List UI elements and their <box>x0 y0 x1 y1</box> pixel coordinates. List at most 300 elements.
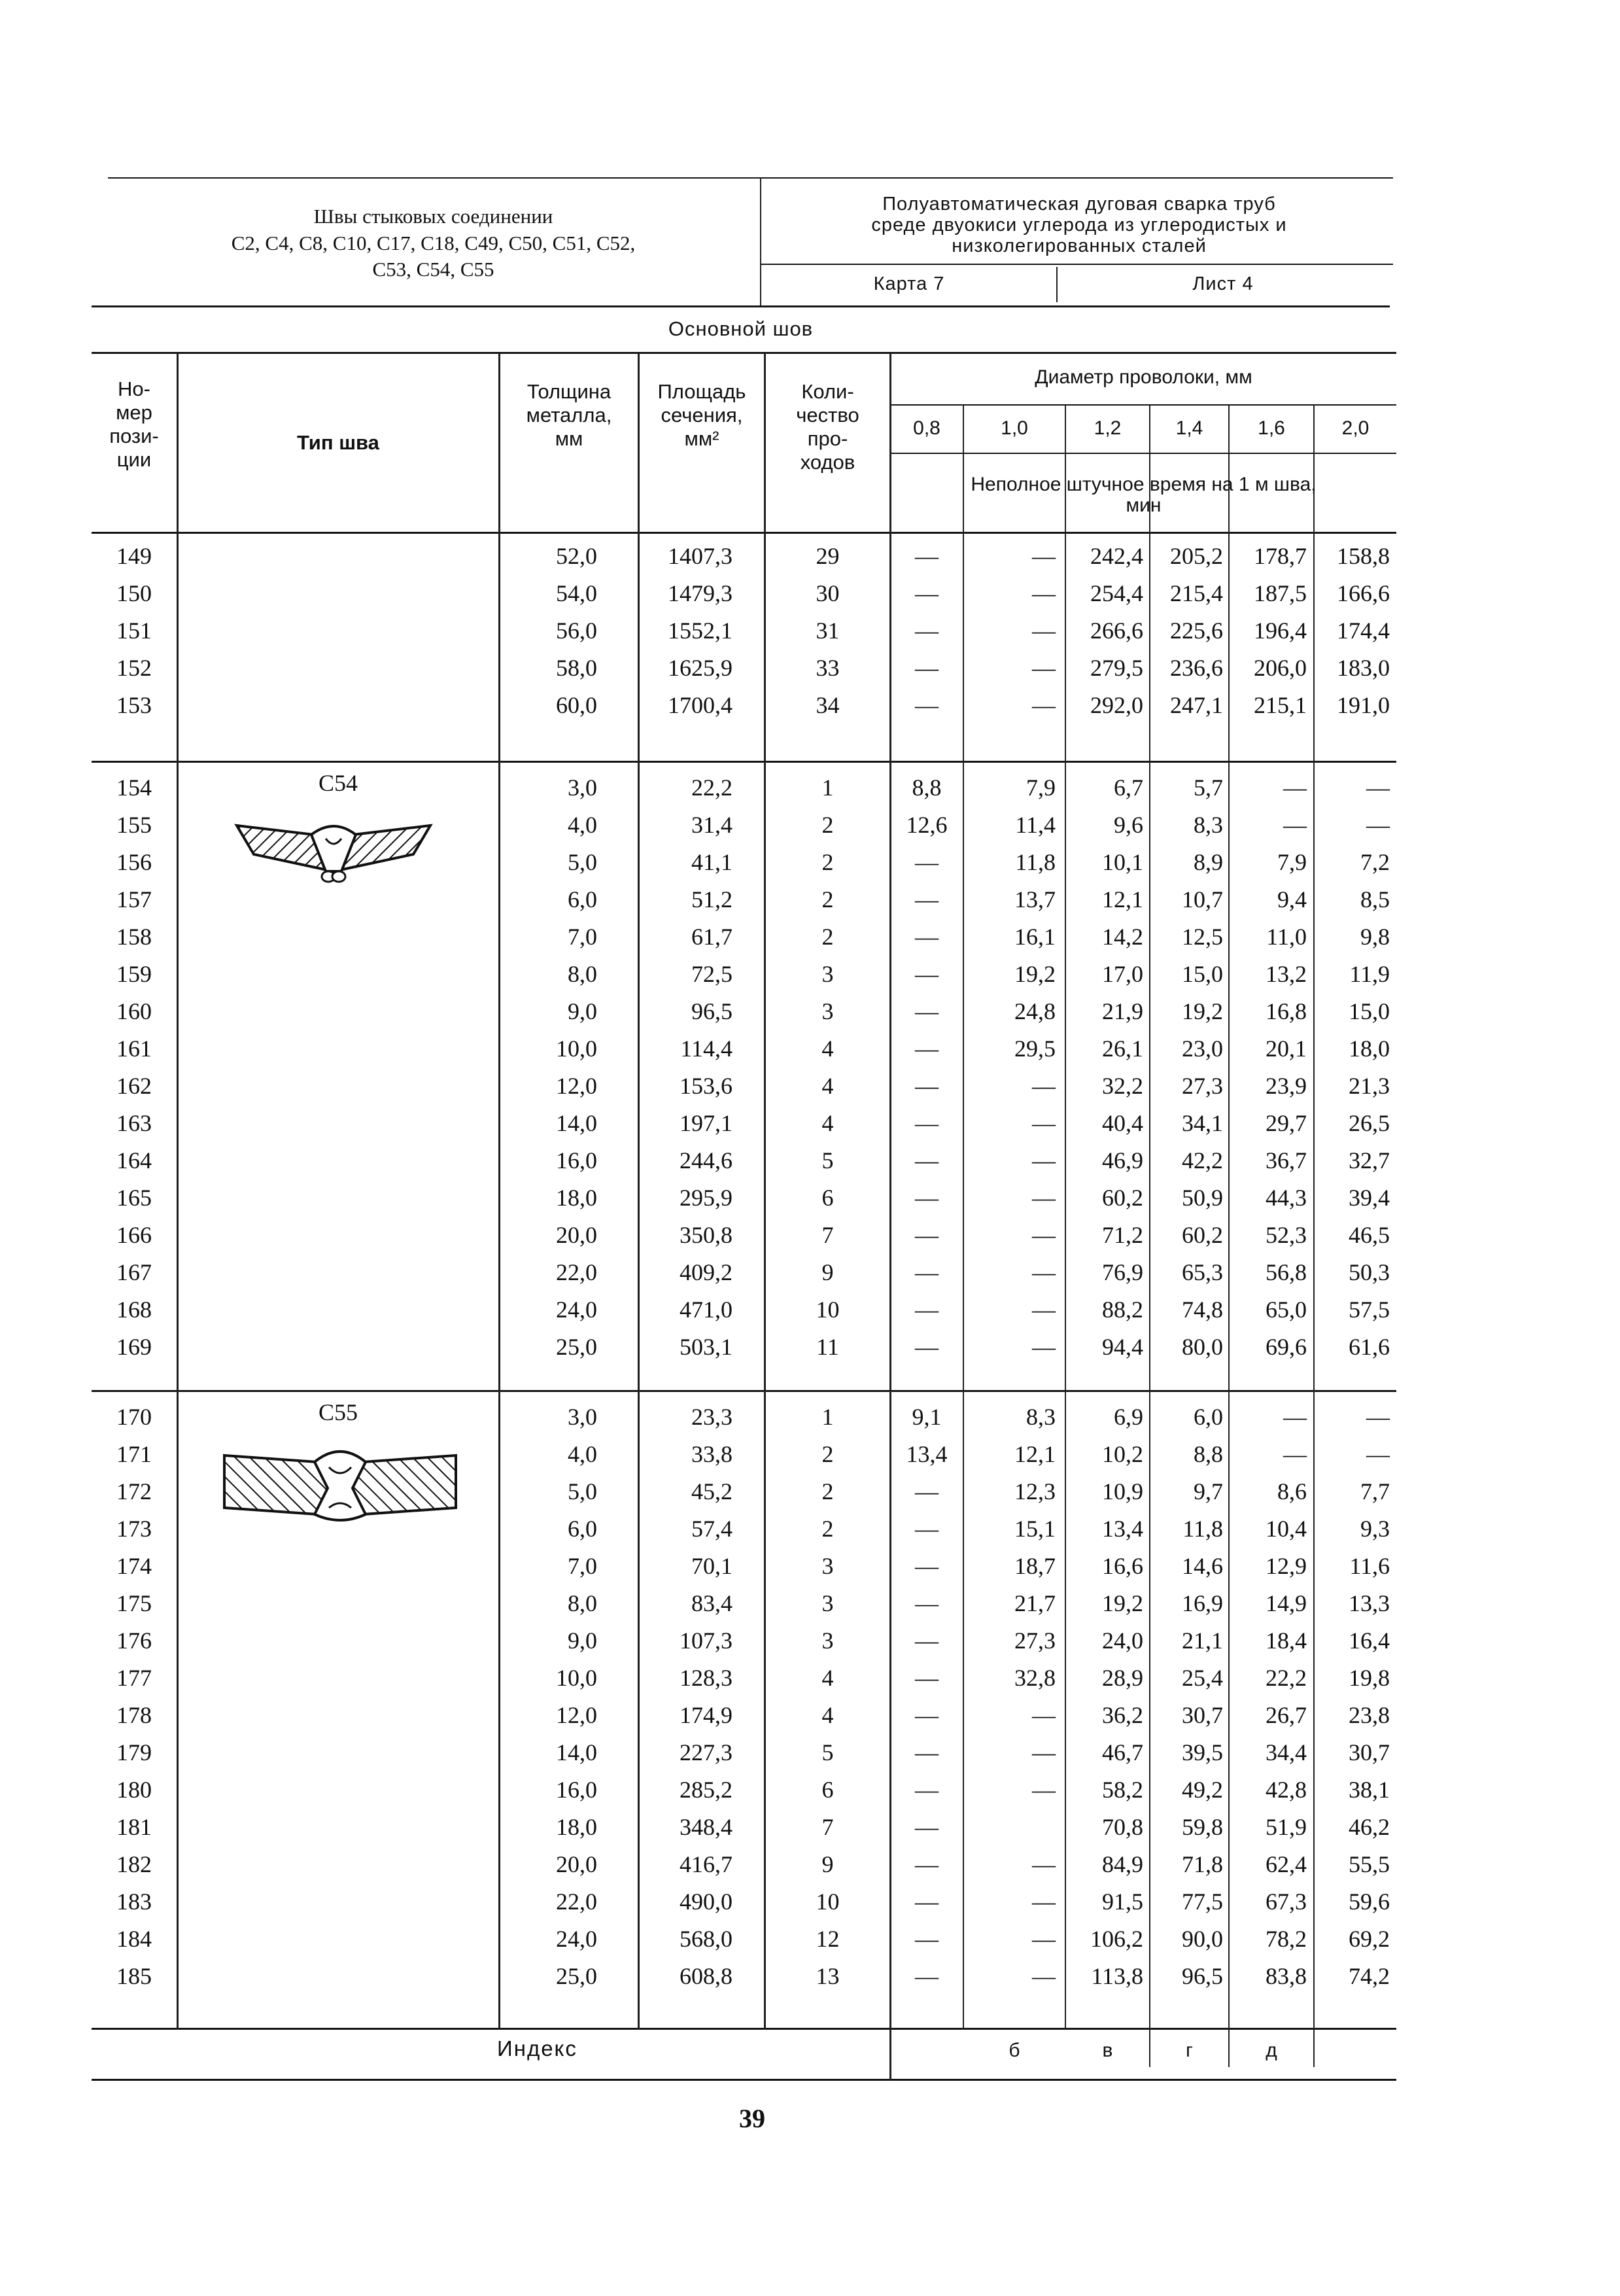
time-d08-cell: — <box>915 1553 939 1579</box>
time-d14-cell: 205,2 <box>1170 543 1223 569</box>
position-cell: 160 <box>116 998 152 1024</box>
area-cell: 31,4 <box>691 812 732 838</box>
time-d16-cell: 9,4 <box>1277 886 1307 913</box>
passes-cell: 2 <box>821 924 834 950</box>
area-cell: 41,1 <box>691 849 732 875</box>
time-d16-cell: 36,7 <box>1266 1147 1307 1174</box>
time-d08-cell: — <box>915 1222 939 1248</box>
time-d12-cell: 279,5 <box>1090 655 1143 681</box>
time-d10-cell: 13,7 <box>1014 886 1056 913</box>
area-cell: 23,3 <box>691 1404 732 1430</box>
index-letter-d: д <box>1266 2040 1277 2061</box>
table-row <box>0 1254 1620 1291</box>
sheet-number: Лист 4 <box>1192 273 1254 294</box>
time-d16-cell: 16,8 <box>1266 998 1307 1024</box>
time-d10-cell: — <box>1032 1259 1056 1285</box>
time-d12-cell: 94,4 <box>1102 1334 1143 1360</box>
thickness-cell: 10,0 <box>556 1035 597 1062</box>
thickness-cell: 54,0 <box>556 580 597 606</box>
table-row <box>0 1217 1620 1254</box>
col-passes-header: Коли- чество про- ходов <box>796 380 859 474</box>
time-d14-cell: 247,1 <box>1170 692 1223 718</box>
passes-cell: 2 <box>821 849 834 875</box>
diameter-1-2: 1,2 <box>1094 417 1122 439</box>
area-cell: 83,4 <box>691 1590 732 1616</box>
time-d10-cell: 16,1 <box>1014 924 1056 950</box>
passes-cell: 7 <box>821 1222 834 1248</box>
time-d12-cell: 17,0 <box>1102 961 1143 987</box>
time-d20-cell: 11,6 <box>1349 1553 1390 1579</box>
time-d12-cell: 60,2 <box>1102 1185 1143 1211</box>
time-d12-cell: 10,9 <box>1102 1478 1143 1505</box>
passes-cell: 2 <box>821 1441 834 1467</box>
thickness-cell: 9,0 <box>568 1627 597 1654</box>
area-cell: 72,5 <box>691 961 732 987</box>
process-title-line3: низколегированных сталей <box>952 235 1207 256</box>
table-row <box>0 1734 1620 1771</box>
time-d14-cell: 11,8 <box>1182 1516 1223 1542</box>
time-d08-cell: — <box>915 1963 939 1989</box>
time-d08-cell: — <box>915 1478 939 1505</box>
table-row <box>0 881 1620 918</box>
time-d16-cell: 83,8 <box>1266 1963 1307 1989</box>
area-cell: 348,4 <box>680 1814 732 1840</box>
time-d08-cell: — <box>915 1073 939 1099</box>
time-d20-cell: 18,0 <box>1349 1035 1390 1062</box>
time-d20-cell: 38,1 <box>1349 1777 1390 1803</box>
passes-cell: 2 <box>821 1516 834 1542</box>
thickness-cell: 6,0 <box>568 886 597 913</box>
time-d08-cell: — <box>915 1035 939 1062</box>
area-cell: 22,2 <box>691 774 732 801</box>
passes-cell: 6 <box>821 1185 834 1211</box>
time-d14-cell: 74,8 <box>1182 1296 1223 1323</box>
time-d20-cell: 55,5 <box>1349 1851 1390 1877</box>
time-d14-cell: 21,1 <box>1182 1627 1223 1654</box>
time-d20-cell: 30,7 <box>1349 1739 1390 1765</box>
area-cell: 608,8 <box>680 1963 732 1989</box>
time-d08-cell: — <box>915 1814 939 1840</box>
time-d16-cell: 196,4 <box>1254 617 1307 644</box>
table-row <box>0 538 1620 575</box>
time-d16-cell: 51,9 <box>1266 1814 1307 1840</box>
position-cell: 157 <box>116 886 152 913</box>
time-d20-cell: 7,2 <box>1360 849 1390 875</box>
position-cell: 151 <box>116 617 152 644</box>
time-d12-cell: 6,7 <box>1114 774 1143 801</box>
time-d12-cell: 58,2 <box>1102 1777 1143 1803</box>
passes-cell: 4 <box>821 1665 834 1691</box>
time-d14-cell: 50,9 <box>1182 1185 1223 1211</box>
position-cell: 153 <box>116 692 152 718</box>
time-d16-cell: 56,8 <box>1266 1259 1307 1285</box>
time-d14-cell: 6,0 <box>1194 1404 1223 1430</box>
position-cell: 149 <box>116 543 152 569</box>
area-cell: 45,2 <box>691 1478 732 1505</box>
table-row <box>0 1921 1620 1958</box>
time-d14-cell: 39,5 <box>1182 1739 1223 1765</box>
time-d12-cell: 91,5 <box>1102 1888 1143 1915</box>
time-d16-cell: 23,9 <box>1266 1073 1307 1099</box>
time-d10-cell: — <box>1032 580 1056 606</box>
time-d12-cell: 10,2 <box>1102 1441 1143 1467</box>
time-d08-cell: — <box>915 617 939 644</box>
position-cell: 176 <box>116 1627 152 1654</box>
position-cell: 161 <box>116 1035 152 1062</box>
table-row <box>0 1105 1620 1142</box>
time-d12-cell: 28,9 <box>1102 1665 1143 1691</box>
time-d16-cell: 42,8 <box>1266 1777 1307 1803</box>
area-cell: 114,4 <box>680 1035 732 1062</box>
col-area-header: Площадь сечения, мм² <box>657 380 746 450</box>
table-row <box>0 650 1620 687</box>
table-row <box>0 1660 1620 1697</box>
time-d16-cell: 29,7 <box>1266 1110 1307 1136</box>
time-d14-cell: 30,7 <box>1182 1702 1223 1728</box>
time-d08-cell: — <box>915 1851 939 1877</box>
time-d10-cell: — <box>1032 1777 1056 1803</box>
passes-cell: 31 <box>816 617 840 644</box>
position-cell: 158 <box>116 924 152 950</box>
time-d10-cell: — <box>1032 1147 1056 1174</box>
time-d08-cell: — <box>915 1739 939 1765</box>
area-cell: 295,9 <box>680 1185 732 1211</box>
passes-cell: 11 <box>816 1334 839 1360</box>
time-d12-cell: 14,2 <box>1102 924 1143 950</box>
time-d08-cell: — <box>915 1259 939 1285</box>
time-d16-cell: 20,1 <box>1266 1035 1307 1062</box>
table-row <box>0 918 1620 956</box>
time-d12-cell: 266,6 <box>1090 617 1143 644</box>
time-d16-cell: 34,4 <box>1266 1739 1307 1765</box>
time-d08-cell: — <box>915 580 939 606</box>
thickness-cell: 56,0 <box>556 617 597 644</box>
time-d16-cell: 62,4 <box>1266 1851 1307 1877</box>
time-d20-cell: 46,2 <box>1349 1814 1390 1840</box>
position-cell: 182 <box>116 1851 152 1877</box>
time-d12-cell: 19,2 <box>1102 1590 1143 1616</box>
time-d12-cell: 46,7 <box>1102 1739 1143 1765</box>
time-d10-cell: — <box>1032 655 1056 681</box>
position-cell: 181 <box>116 1814 152 1840</box>
area-cell: 33,8 <box>691 1441 732 1467</box>
thickness-cell: 7,0 <box>568 924 597 950</box>
position-cell: 168 <box>116 1296 152 1323</box>
position-cell: 164 <box>116 1147 152 1174</box>
time-d08-cell: — <box>915 692 939 718</box>
table-row <box>0 1622 1620 1660</box>
time-d10-cell: 11,8 <box>1015 849 1056 875</box>
position-cell: 177 <box>116 1665 152 1691</box>
position-cell: 166 <box>116 1222 152 1248</box>
time-d10-cell: 32,8 <box>1014 1665 1056 1691</box>
thickness-cell: 52,0 <box>556 543 597 569</box>
table-row <box>0 1473 1620 1510</box>
thickness-cell: 8,0 <box>568 1590 597 1616</box>
time-d08-cell: — <box>915 886 939 913</box>
thickness-cell: 14,0 <box>556 1110 597 1136</box>
time-d10-cell: — <box>1032 617 1056 644</box>
passes-cell: 34 <box>816 692 840 718</box>
area-cell: 107,3 <box>680 1627 732 1654</box>
area-cell: 153,6 <box>680 1073 732 1099</box>
position-cell: 163 <box>116 1110 152 1136</box>
thickness-cell: 16,0 <box>556 1777 597 1803</box>
time-d16-cell: 14,9 <box>1266 1590 1307 1616</box>
time-d14-cell: 15,0 <box>1182 961 1223 987</box>
area-cell: 285,2 <box>680 1777 732 1803</box>
table-row <box>0 1329 1620 1366</box>
table-row <box>0 1399 1620 1436</box>
table-row <box>0 1846 1620 1883</box>
passes-cell: 10 <box>816 1296 840 1323</box>
time-d12-cell: 76,9 <box>1102 1259 1143 1285</box>
table-row <box>0 807 1620 844</box>
position-cell: 172 <box>116 1478 152 1505</box>
table-row <box>0 1179 1620 1217</box>
time-d14-cell: 236,6 <box>1170 655 1223 681</box>
area-cell: 128,3 <box>680 1665 732 1691</box>
time-d20-cell: 9,8 <box>1360 924 1390 950</box>
area-cell: 174,9 <box>680 1702 732 1728</box>
time-d12-cell: 46,9 <box>1102 1147 1143 1174</box>
area-cell: 471,0 <box>680 1296 732 1323</box>
time-d14-cell: 77,5 <box>1182 1888 1223 1915</box>
time-d12-cell: 6,9 <box>1114 1404 1143 1430</box>
table-row <box>0 1030 1620 1068</box>
time-d10-cell: — <box>1032 1296 1056 1323</box>
time-d08-cell: — <box>915 1185 939 1211</box>
time-d14-cell: 49,2 <box>1182 1777 1223 1803</box>
table-row <box>0 1068 1620 1105</box>
thickness-cell: 5,0 <box>568 1478 597 1505</box>
time-d10-cell: — <box>1032 1334 1056 1360</box>
time-d20-cell: 57,5 <box>1349 1296 1390 1323</box>
process-title-line1: Полуавтоматическая дуговая сварка труб <box>882 194 1276 215</box>
time-d10-cell <box>964 1809 1056 1846</box>
time-d14-cell: 8,8 <box>1194 1441 1223 1467</box>
time-d10-cell: — <box>1032 1110 1056 1136</box>
position-cell: 150 <box>116 580 152 606</box>
thickness-cell: 4,0 <box>568 1441 597 1467</box>
col-time-title: Неполное штучное время на 1 м шва, мин <box>971 474 1317 516</box>
passes-cell: 3 <box>821 1627 834 1654</box>
passes-cell: 3 <box>821 1553 834 1579</box>
time-d08-cell: — <box>915 1926 939 1952</box>
time-d12-cell: 88,2 <box>1102 1296 1143 1323</box>
time-d16-cell: 8,6 <box>1277 1478 1307 1505</box>
col-diameter-title: Диаметр проволоки, мм <box>1035 366 1252 388</box>
time-d08-cell: — <box>915 1296 939 1323</box>
time-d12-cell: 26,1 <box>1102 1035 1143 1062</box>
table-row <box>0 1142 1620 1179</box>
time-d12-cell: 12,1 <box>1102 886 1143 913</box>
time-d16-cell: 12,9 <box>1266 1553 1307 1579</box>
time-d14-cell: 25,4 <box>1182 1665 1223 1691</box>
thickness-cell: 22,0 <box>556 1259 597 1285</box>
process-title-line2: среде двуокиси углерода из углеродистых и <box>871 215 1287 235</box>
time-d08-cell: — <box>915 1665 939 1691</box>
thickness-cell: 3,0 <box>568 774 597 801</box>
passes-cell: 2 <box>821 886 834 913</box>
weld-types-list-line1: С2, С4, С8, С10, С17, С18, С49, С50, С51, С52, <box>231 232 636 254</box>
time-d08-cell: 13,4 <box>906 1441 948 1467</box>
thickness-cell: 25,0 <box>556 1963 597 1989</box>
thickness-cell: 14,0 <box>556 1739 597 1765</box>
table-row <box>0 1291 1620 1329</box>
passes-cell: 12 <box>816 1926 840 1952</box>
table-row <box>0 612 1620 650</box>
time-d10-cell: 18,7 <box>1014 1553 1056 1579</box>
position-cell: 159 <box>116 961 152 987</box>
thickness-cell: 6,0 <box>568 1516 597 1542</box>
table-row <box>0 769 1620 807</box>
thickness-cell: 3,0 <box>568 1404 597 1430</box>
passes-cell: 29 <box>816 543 840 569</box>
weld-label-c54: С54 <box>318 770 358 796</box>
position-cell: 179 <box>116 1739 152 1765</box>
time-d14-cell: 27,3 <box>1182 1073 1223 1099</box>
area-cell: 1479,3 <box>668 580 732 606</box>
time-d12-cell: 254,4 <box>1090 580 1143 606</box>
time-d20-cell: 26,5 <box>1349 1110 1390 1136</box>
passes-cell: 5 <box>821 1147 834 1174</box>
time-d10-cell: — <box>1032 1926 1056 1952</box>
table-row <box>0 956 1620 993</box>
time-d20-cell: 8,5 <box>1360 886 1390 913</box>
time-d08-cell: — <box>915 998 939 1024</box>
time-d08-cell: 9,1 <box>912 1404 942 1430</box>
thickness-cell: 58,0 <box>556 655 597 681</box>
position-cell: 165 <box>116 1185 152 1211</box>
area-cell: 1625,9 <box>668 655 732 681</box>
time-d14-cell: 225,6 <box>1170 617 1223 644</box>
time-d14-cell: 19,2 <box>1182 998 1223 1024</box>
time-d20-cell: 158,8 <box>1337 543 1390 569</box>
area-cell: 227,3 <box>680 1739 732 1765</box>
time-d10-cell: — <box>1032 1185 1056 1211</box>
time-d14-cell: 96,5 <box>1182 1963 1223 1989</box>
time-d16-cell: 206,0 <box>1254 655 1307 681</box>
time-d16-cell: — <box>1283 1404 1307 1430</box>
thickness-cell: 4,0 <box>568 812 597 838</box>
time-d10-cell: — <box>1032 543 1056 569</box>
passes-cell: 9 <box>821 1259 834 1285</box>
time-d08-cell: — <box>915 1777 939 1803</box>
thickness-cell: 18,0 <box>556 1185 597 1211</box>
position-cell: 183 <box>116 1888 152 1915</box>
time-d14-cell: 71,8 <box>1182 1851 1223 1877</box>
time-d12-cell: 70,8 <box>1102 1814 1143 1840</box>
col-position-header: Но- мер пози- ции <box>109 377 159 471</box>
time-d08-cell: — <box>915 1590 939 1616</box>
time-d20-cell: 59,6 <box>1349 1888 1390 1915</box>
time-d20-cell: 9,3 <box>1360 1516 1390 1542</box>
table-row <box>0 1883 1620 1921</box>
time-d16-cell: 26,7 <box>1266 1702 1307 1728</box>
time-d12-cell: 84,9 <box>1102 1851 1143 1877</box>
diameter-1-6: 1,6 <box>1258 417 1285 439</box>
time-d10-cell: 24,8 <box>1014 998 1056 1024</box>
time-d20-cell: 166,6 <box>1337 580 1390 606</box>
time-d12-cell: 32,2 <box>1102 1073 1143 1099</box>
passes-cell: 9 <box>821 1851 834 1877</box>
time-d12-cell: 242,4 <box>1090 543 1143 569</box>
position-cell: 156 <box>116 849 152 875</box>
table-row <box>0 1771 1620 1809</box>
time-d20-cell: 19,8 <box>1349 1665 1390 1691</box>
time-d08-cell: — <box>915 1702 939 1728</box>
time-d14-cell: 215,4 <box>1170 580 1223 606</box>
time-d14-cell: 8,3 <box>1194 812 1223 838</box>
time-d20-cell: — <box>1366 1404 1390 1430</box>
passes-cell: 2 <box>821 812 834 838</box>
weld-types-title: Швы стыковых соединении <box>313 205 553 228</box>
time-d20-cell: — <box>1366 774 1390 801</box>
time-d10-cell: 11,4 <box>1015 812 1056 838</box>
time-d12-cell: 9,6 <box>1114 812 1143 838</box>
time-d14-cell: 12,5 <box>1182 924 1223 950</box>
position-cell: 155 <box>116 812 152 838</box>
area-cell: 416,7 <box>680 1851 732 1877</box>
time-d16-cell: 78,2 <box>1266 1926 1307 1952</box>
time-d20-cell: 69,2 <box>1349 1926 1390 1952</box>
passes-cell: 4 <box>821 1035 834 1062</box>
area-cell: 490,0 <box>680 1888 732 1915</box>
time-d20-cell: — <box>1366 812 1390 838</box>
area-cell: 197,1 <box>680 1110 732 1136</box>
col-thickness-header: Толщина металла, мм <box>526 380 612 450</box>
time-d20-cell: 21,3 <box>1349 1073 1390 1099</box>
time-d08-cell: — <box>915 1627 939 1654</box>
time-d14-cell: 5,7 <box>1194 774 1223 801</box>
time-d08-cell: — <box>915 961 939 987</box>
thickness-cell: 12,0 <box>556 1702 597 1728</box>
position-cell: 152 <box>116 655 152 681</box>
time-d08-cell: — <box>915 849 939 875</box>
area-cell: 61,7 <box>691 924 732 950</box>
time-d20-cell: 183,0 <box>1337 655 1390 681</box>
index-letter-b: б <box>1008 2040 1020 2061</box>
thickness-cell: 12,0 <box>556 1073 597 1099</box>
time-d12-cell: 10,1 <box>1102 849 1143 875</box>
time-d10-cell: 12,1 <box>1014 1441 1056 1467</box>
table-row <box>0 687 1620 724</box>
time-d20-cell: 23,8 <box>1349 1702 1390 1728</box>
passes-cell: 10 <box>816 1888 840 1915</box>
time-d08-cell: — <box>915 543 939 569</box>
area-cell: 350,8 <box>680 1222 732 1248</box>
time-d14-cell: 80,0 <box>1182 1334 1223 1360</box>
time-d16-cell: — <box>1283 1441 1307 1467</box>
time-d20-cell: 13,3 <box>1349 1590 1390 1616</box>
time-d10-cell: 29,5 <box>1014 1035 1056 1062</box>
area-cell: 70,1 <box>691 1553 732 1579</box>
time-d08-cell: — <box>915 1516 939 1542</box>
time-d16-cell: 22,2 <box>1266 1665 1307 1691</box>
time-d16-cell: 10,4 <box>1266 1516 1307 1542</box>
time-d16-cell: 13,2 <box>1266 961 1307 987</box>
passes-cell: 3 <box>821 961 834 987</box>
col-weld-type-header: Тип шва <box>297 431 379 454</box>
passes-cell: 4 <box>821 1073 834 1099</box>
position-cell: 169 <box>116 1334 152 1360</box>
time-d16-cell: 67,3 <box>1266 1888 1307 1915</box>
time-d08-cell: — <box>915 655 939 681</box>
time-d14-cell: 9,7 <box>1194 1478 1223 1505</box>
passes-cell: 7 <box>821 1814 834 1840</box>
time-d12-cell: 71,2 <box>1102 1222 1143 1248</box>
